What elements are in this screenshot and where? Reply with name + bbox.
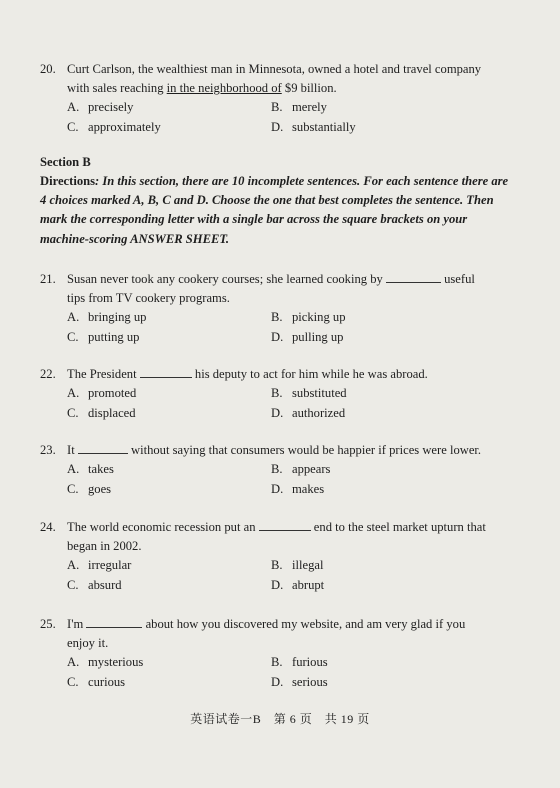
question-20 — [40, 60, 510, 138]
section-title: Section B — [40, 155, 91, 169]
option-d — [271, 480, 471, 500]
option-c — [67, 576, 271, 596]
question-24 — [40, 518, 510, 596]
option-letter: C. — [67, 120, 79, 134]
question-number: 24. — [40, 520, 56, 534]
option-text: substituted — [292, 386, 347, 400]
question-21 — [40, 270, 510, 348]
option-b — [271, 384, 471, 404]
question-20-stem — [40, 60, 510, 79]
option-b — [271, 98, 471, 118]
question-number: 20. — [40, 62, 56, 76]
option-a — [67, 308, 271, 328]
question-text: Curt Carlson, the wealthiest man in Minnesota, owned a hotel and travel company — [67, 62, 482, 76]
option-letter: D. — [271, 578, 284, 592]
option-letter: B. — [271, 558, 283, 572]
option-text: takes — [88, 462, 114, 476]
option-a — [67, 556, 271, 576]
option-d — [271, 118, 471, 138]
question-24-options — [67, 556, 510, 596]
question-25-stem — [40, 615, 510, 634]
option-letter: C. — [67, 330, 79, 344]
option-a — [67, 653, 271, 673]
question-20-options — [67, 98, 510, 138]
option-letter: A. — [67, 462, 80, 476]
option-a — [67, 98, 271, 118]
option-text: makes — [292, 482, 325, 496]
question-text: without saying that consumers would be happier if prices were lower. — [127, 443, 482, 457]
answer-blank — [140, 366, 192, 378]
question-23 — [40, 441, 510, 500]
option-letter: C. — [67, 482, 79, 496]
question-text: with sales reaching — [67, 81, 167, 95]
option-d — [271, 576, 471, 596]
option-c — [67, 328, 271, 348]
question-21-stem-line2: tips from TV cookery programs. — [67, 291, 230, 305]
option-text: bringing up — [88, 310, 147, 324]
option-text: absurd — [88, 578, 122, 592]
option-letter: C. — [67, 406, 79, 420]
underlined-phrase: in the neighborhood of — [166, 81, 282, 95]
option-letter: C. — [67, 675, 79, 689]
option-letter: D. — [271, 406, 284, 420]
option-text: pulling up — [292, 330, 344, 344]
option-letter: A. — [67, 558, 80, 572]
question-22-stem — [40, 365, 510, 384]
question-22 — [40, 365, 510, 424]
option-letter: B. — [271, 655, 283, 669]
option-letter: D. — [271, 482, 284, 496]
option-text: precisely — [88, 100, 134, 114]
option-text: approximately — [88, 120, 161, 134]
option-text: picking up — [292, 310, 346, 324]
question-text: about how you discovered my website, and am very glad if you — [142, 617, 466, 631]
option-text: appears — [292, 462, 331, 476]
option-c — [67, 404, 271, 424]
option-b — [271, 653, 471, 673]
question-number: 23. — [40, 443, 56, 457]
question-number: 21. — [40, 272, 56, 286]
directions-label: Directions — [40, 174, 96, 188]
option-a — [67, 384, 271, 404]
option-b — [271, 556, 471, 576]
option-letter: D. — [271, 330, 284, 344]
option-letter: B. — [271, 386, 283, 400]
answer-blank — [259, 519, 311, 531]
option-d — [271, 404, 471, 424]
question-22-options — [67, 384, 510, 424]
option-d — [271, 328, 471, 348]
option-c — [67, 118, 271, 138]
option-text: abrupt — [292, 578, 325, 592]
question-text: $9 billion. — [281, 81, 337, 95]
option-letter: B. — [271, 462, 283, 476]
question-text: his deputy to act for him while he was abroad. — [191, 367, 428, 381]
question-25 — [40, 615, 510, 693]
option-letter: C. — [67, 578, 79, 592]
page-footer: 英语试卷一B 第 6 页 共 19 页 — [190, 712, 370, 726]
option-text: authorized — [292, 406, 346, 420]
question-number: 22. — [40, 367, 56, 381]
option-letter: A. — [67, 100, 80, 114]
option-letter: B. — [271, 310, 283, 324]
directions-text: : In this section, there are 10 incomplete sentences. For each sentence there are 4 choices marked A, B, C and D. Choose the one that best completes the sentence. Then mark the corresponding letter with a single bar across the square brackets on your machine-scoring ANSWER SHEET. — [40, 174, 509, 246]
question-text: Susan never took any cookery courses; she learned cooking by — [67, 272, 386, 286]
option-c — [67, 480, 271, 500]
question-text: The world economic recession put an — [67, 520, 259, 534]
option-text: merely — [292, 100, 327, 114]
answer-blank — [78, 442, 128, 454]
option-text: curious — [88, 675, 126, 689]
option-text: substantially — [292, 120, 356, 134]
option-letter: D. — [271, 675, 284, 689]
option-text: promoted — [88, 386, 137, 400]
question-21-options — [67, 308, 510, 348]
option-text: illegal — [292, 558, 324, 572]
option-letter: A. — [67, 386, 80, 400]
question-text: end to the steel market upturn that — [310, 520, 486, 534]
option-text: furious — [292, 655, 328, 669]
question-23-options — [67, 460, 510, 500]
section-directions — [40, 172, 510, 249]
question-text: I'm — [67, 617, 87, 631]
answer-blank — [386, 271, 441, 283]
option-text: mysterious — [88, 655, 144, 669]
question-text: useful — [440, 272, 475, 286]
option-text: irregular — [88, 558, 132, 572]
question-21-stem — [40, 270, 510, 289]
question-24-stem — [40, 518, 510, 537]
option-letter: D. — [271, 120, 284, 134]
option-letter: A. — [67, 310, 80, 324]
question-text: The President — [67, 367, 140, 381]
option-text: goes — [88, 482, 112, 496]
option-text: putting up — [88, 330, 140, 344]
question-25-options — [67, 653, 510, 693]
question-20-stem-line2 — [40, 79, 510, 98]
question-25-stem-line2: enjoy it. — [67, 636, 109, 650]
option-text: serious — [292, 675, 328, 689]
question-number: 25. — [40, 617, 56, 631]
option-d — [271, 673, 471, 693]
option-c — [67, 673, 271, 693]
question-23-stem — [40, 441, 510, 460]
option-letter: A. — [67, 655, 80, 669]
option-letter: B. — [271, 100, 283, 114]
option-b — [271, 308, 471, 328]
option-a — [67, 460, 271, 480]
question-24-stem-line2: began in 2002. — [67, 539, 142, 553]
option-b — [271, 460, 471, 480]
answer-blank — [86, 616, 142, 628]
question-text: It — [67, 443, 78, 457]
option-text: displaced — [88, 406, 136, 420]
